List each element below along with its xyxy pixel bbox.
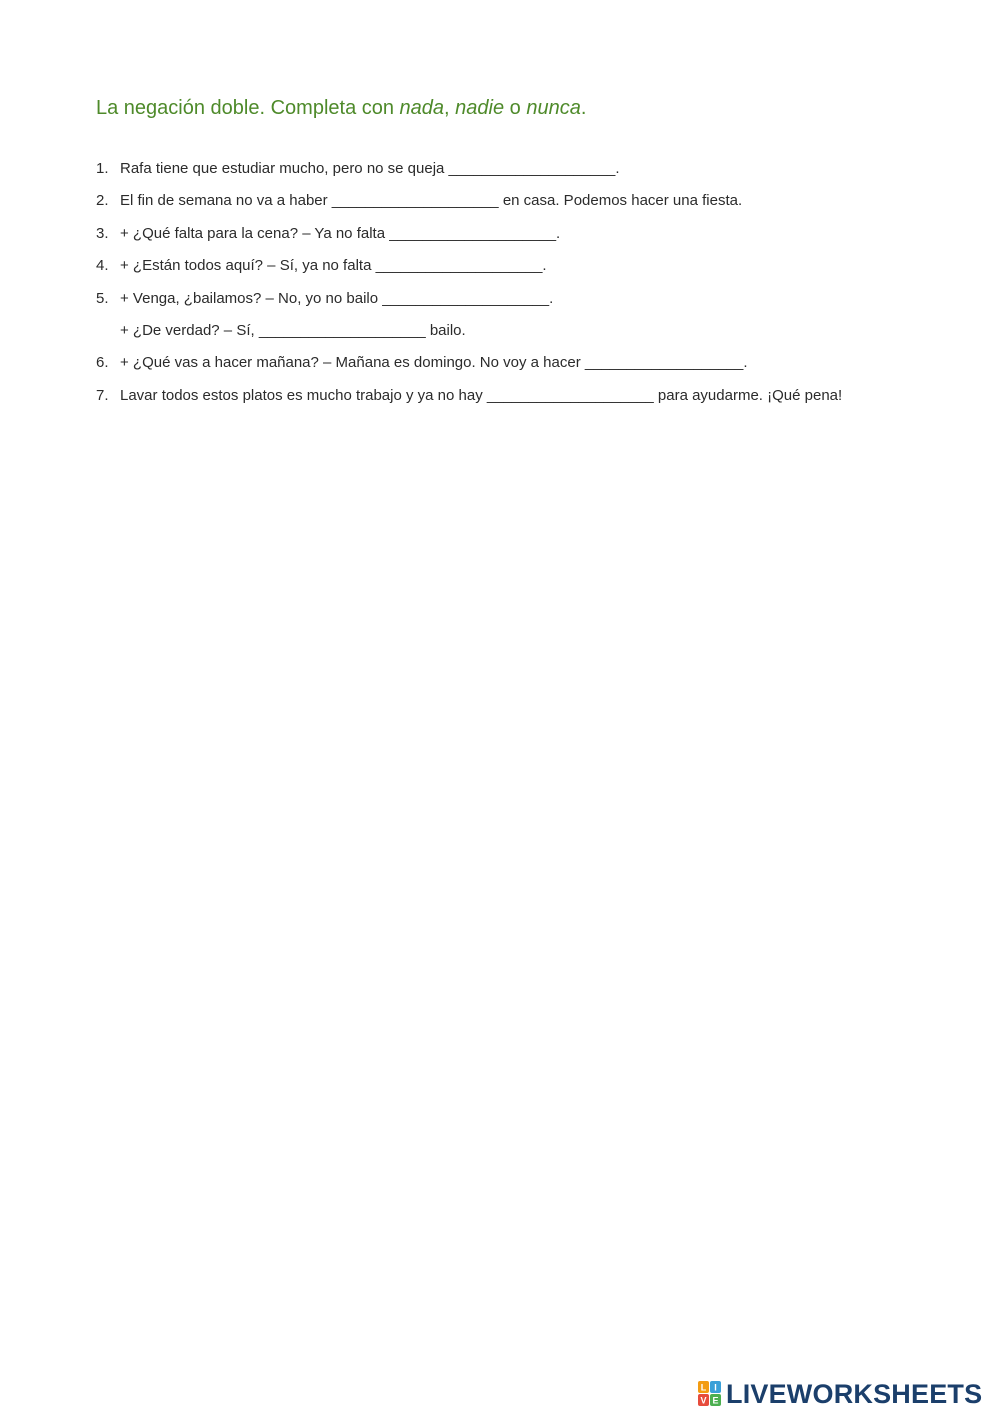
exercise-item <box>96 352 976 384</box>
logo-tile-letter: L <box>700 1382 707 1393</box>
exercise-item <box>96 288 976 320</box>
item-text: + ¿De verdad? – Sí, ____________________ bailo. <box>120 321 466 339</box>
title-sep-2: o <box>504 97 527 119</box>
item-text: + ¿Están todos aquí? – Sí, ya no falta ____________________. <box>120 257 547 275</box>
exercise-list <box>96 158 976 417</box>
logo-tile-letter: V <box>700 1395 707 1406</box>
exercise-item <box>96 255 976 287</box>
exercise-item <box>96 158 976 190</box>
liveworksheets-logo <box>698 1378 982 1410</box>
title-word-nadie: nadie <box>455 97 505 119</box>
logo-text: LIVEWORKSHEETS <box>726 1379 983 1409</box>
item-number: 3. <box>96 224 109 242</box>
item-number: 5. <box>96 289 109 307</box>
item-text: Lavar todos estos platos es mucho trabajo y ya no hay ____________________ para ayudarme. ¡Qué pena! <box>120 386 843 404</box>
title-word-nunca: nunca <box>526 97 581 119</box>
exercise-item-continuation <box>96 320 976 352</box>
worksheet-title <box>96 97 586 120</box>
item-number: 2. <box>96 192 109 210</box>
exercise-item <box>96 223 976 255</box>
exercise-item <box>96 190 976 222</box>
item-number: 6. <box>96 354 109 372</box>
item-text: + ¿Qué falta para la cena? – Ya no falta ____________________. <box>120 224 561 242</box>
title-end: . <box>580 97 587 119</box>
item-text: Rafa tiene que estudiar mucho, pero no se queja ____________________. <box>120 160 620 177</box>
title-word-nada: nada <box>399 97 445 119</box>
logo-tile-letter: E <box>712 1395 719 1406</box>
liveworksheets-logo-icon <box>698 1381 722 1407</box>
item-text: El fin de semana no va a haber ____________________ en casa. Podemos hacer una fiesta. <box>120 192 743 210</box>
item-text: + Venga, ¿bailamos? – No, yo no bailo ____________________. <box>120 289 554 307</box>
title-prefix: La negación doble. Completa con <box>96 97 400 119</box>
item-text: + ¿Qué vas a hacer mañana? – Mañana es domingo. No voy a hacer ___________________. <box>120 354 748 372</box>
item-number: 7. <box>96 386 109 404</box>
item-number: 1. <box>96 160 109 177</box>
exercise-item <box>96 385 976 417</box>
logo-tile-letter: I <box>714 1382 717 1393</box>
item-number: 4. <box>96 257 109 275</box>
title-sep-1: , <box>444 97 456 119</box>
